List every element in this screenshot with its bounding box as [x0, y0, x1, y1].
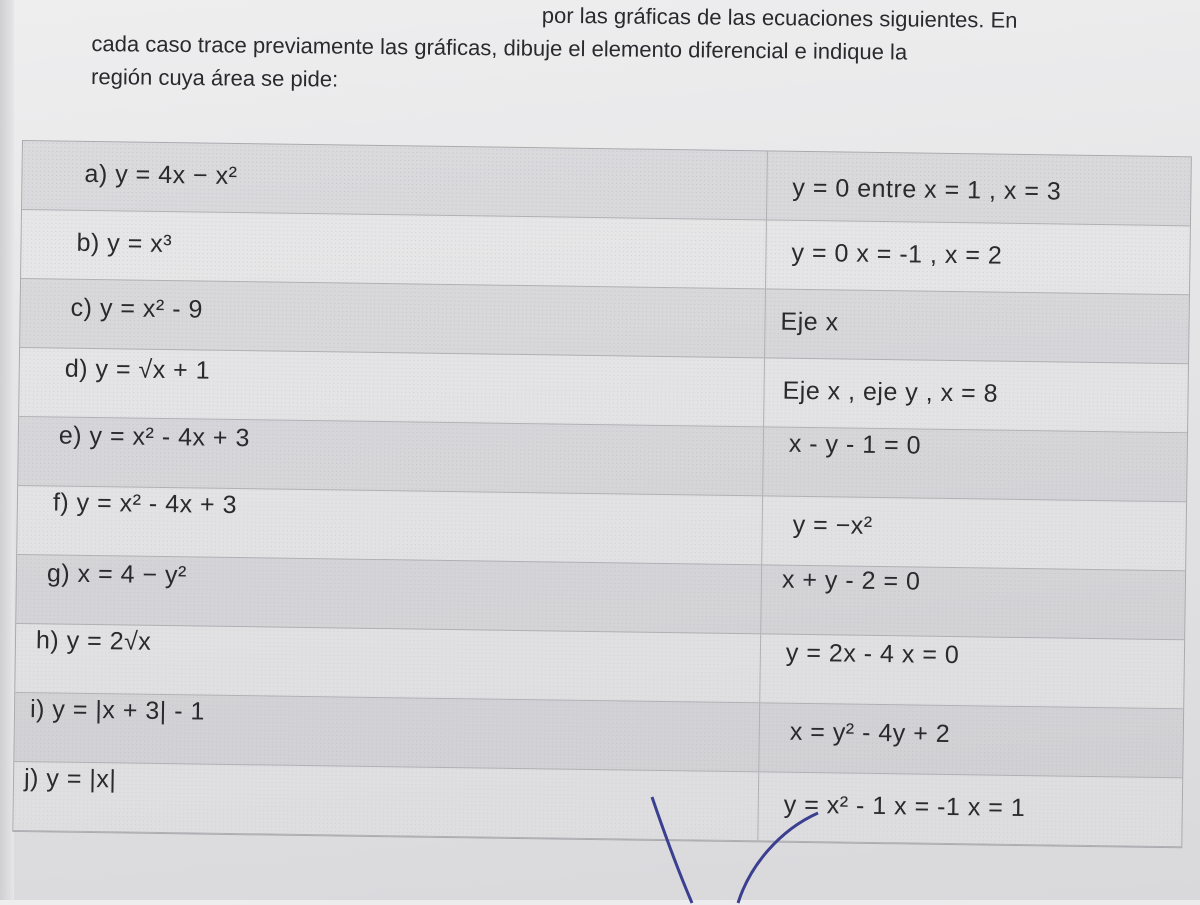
- equation-left: b) y = x³: [76, 228, 173, 259]
- instructions: [91, 0, 1152, 104]
- page-edge: [0, 0, 14, 900]
- equation-left: h) y = 2√x: [35, 626, 152, 656]
- pen-mark: [640, 775, 840, 905]
- equation-right: y = 0 entre x = 1 , x = 3: [792, 173, 1062, 206]
- equations-table: [12, 140, 1192, 848]
- equation-left: f) y = x² - 4x + 3: [52, 488, 238, 520]
- equation-left: g) x = 4 − y²: [46, 559, 188, 590]
- equation-left: e) y = x² - 4x + 3: [58, 421, 251, 453]
- equation-right: y = 0 x = -1 , x = 2: [791, 238, 1003, 270]
- instruction-line-3: región cuya área se pide:: [91, 63, 339, 92]
- equation-left: a) y = 4x − x²: [84, 159, 238, 191]
- equation-left: d) y = √x + 1: [64, 354, 211, 385]
- equation-right: x = y² - 4y + 2: [789, 717, 951, 749]
- equation-right: Eje x: [780, 307, 839, 337]
- equation-right: y = x² - 1 x = -1 x = 1: [783, 790, 1026, 823]
- equation-right: y = 2x - 4 x = 0: [785, 638, 960, 670]
- equation-right: y = −x²: [792, 510, 873, 540]
- equation-right: Eje x , eje y , x = 8: [782, 376, 999, 408]
- equation-right: x - y - 1 = 0: [788, 429, 922, 460]
- equation-right: x + y - 2 = 0: [781, 565, 921, 596]
- instruction-line-1: por las gráficas de las ecuaciones siguientes. En: [541, 2, 1018, 33]
- equation-left: j) y = |x|: [23, 764, 117, 794]
- equation-left: c) y = x² - 9: [70, 293, 204, 324]
- instruction-line-2: cada caso trace previamente las gráficas, dibuje el elemento diferencial e indique la: [91, 30, 908, 65]
- equation-left: i) y = |x + 3| - 1: [29, 695, 206, 726]
